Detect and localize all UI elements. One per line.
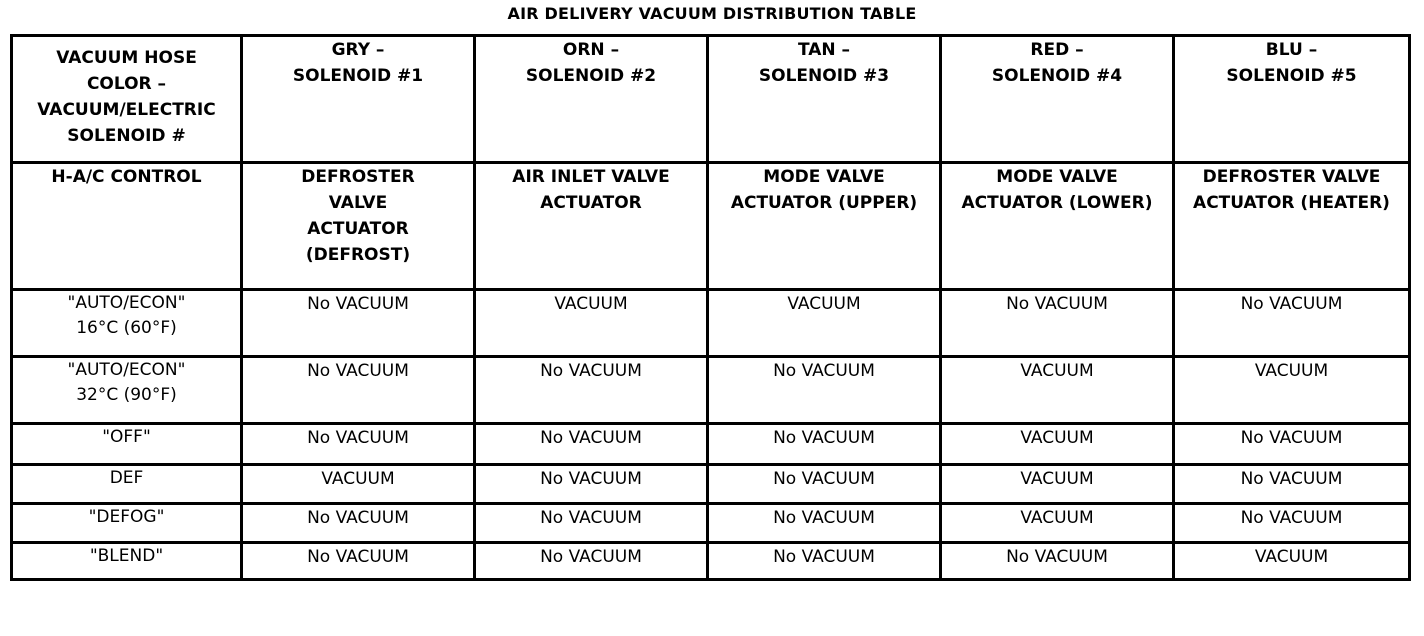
table-cell: No VACUUM: [242, 357, 475, 424]
table-cell: No VACUUM: [1174, 424, 1410, 465]
column-header-line: SOLENOID #1: [292, 66, 424, 86]
table-row: [12, 290, 1410, 357]
table-row: [12, 504, 1410, 543]
corner-header-line: VACUUM HOSE: [56, 48, 197, 68]
table-cell: No VACUUM: [1174, 504, 1410, 543]
control-cell-line: ACTUATOR: [540, 193, 642, 213]
table-cell: No VACUUM: [242, 543, 475, 580]
control-cell-line: DEFROSTER: [301, 167, 415, 187]
column-header-line: BLU –: [1265, 40, 1318, 60]
table-cell: VACUUM: [941, 357, 1174, 424]
table-cell: No VACUUM: [475, 357, 708, 424]
header-row: [12, 36, 1410, 163]
table-cell: No VACUUM: [708, 424, 941, 465]
vacuum-distribution-table: [10, 34, 1411, 581]
corner-header-line: COLOR –: [86, 74, 167, 94]
table-cell: VACUUM: [242, 465, 475, 504]
table-cell: No VACUUM: [1174, 465, 1410, 504]
table-cell: No VACUUM: [242, 504, 475, 543]
table-cell: No VACUUM: [708, 465, 941, 504]
table-row: [12, 465, 1410, 504]
table-cell: No VACUUM: [708, 504, 941, 543]
column-header-line: SOLENOID #5: [1226, 66, 1357, 86]
table-cell: VACUUM: [475, 290, 708, 357]
column-header-line: GRY –: [331, 40, 385, 60]
table-cell: No VACUUM: [941, 290, 1174, 357]
control-row-label: H-A/C CONTROL: [12, 163, 242, 290]
table-cell: No VACUUM: [941, 543, 1174, 580]
column-header-line: SOLENOID #4: [991, 66, 1123, 86]
corner-header-line: SOLENOID #: [67, 126, 186, 146]
row-label: [12, 290, 242, 357]
table-row: [12, 543, 1410, 580]
corner-header-cell: [12, 36, 242, 163]
row-label-line: 32°C (90°F): [76, 385, 177, 405]
column-header-red: [941, 36, 1174, 163]
table-row: [12, 424, 1410, 465]
column-header-line: SOLENOID #2: [525, 66, 657, 86]
table-cell: No VACUUM: [242, 290, 475, 357]
control-cell-line: VALVE: [328, 193, 388, 213]
control-cell-mode-upper: [708, 163, 941, 290]
row-label: "OFF": [12, 424, 242, 465]
row-label-line: "AUTO/ECON": [67, 360, 186, 380]
control-row: [12, 163, 1410, 290]
table-cell: No VACUUM: [242, 424, 475, 465]
row-label: [12, 357, 242, 424]
table-row: [12, 357, 1410, 424]
control-cell-line: AIR INLET VALVE: [512, 167, 670, 187]
table-cell: No VACUUM: [475, 543, 708, 580]
table-cell: VACUUM: [941, 504, 1174, 543]
table-cell: VACUUM: [1174, 543, 1410, 580]
column-header-gry: [242, 36, 475, 163]
column-header-blu: [1174, 36, 1410, 163]
row-label-line: 16°C (60°F): [76, 318, 177, 338]
table-cell: VACUUM: [941, 465, 1174, 504]
control-cell-line: DEFROSTER VALVE: [1202, 167, 1381, 187]
row-label: "DEFOG": [12, 504, 242, 543]
table-cell: No VACUUM: [475, 504, 708, 543]
row-label: DEF: [12, 465, 242, 504]
table-cell: VACUUM: [708, 290, 941, 357]
column-header-tan: [708, 36, 941, 163]
column-header-line: TAN –: [797, 40, 851, 60]
column-header-line: ORN –: [562, 40, 620, 60]
corner-header-line: VACUUM/ELECTRIC: [37, 100, 216, 120]
row-label: "BLEND": [12, 543, 242, 580]
control-cell-line: ACTUATOR: [307, 219, 409, 239]
table-cell: VACUUM: [941, 424, 1174, 465]
table-cell: No VACUUM: [708, 543, 941, 580]
table-cell: No VACUUM: [1174, 290, 1410, 357]
control-cell-line: ACTUATOR (UPPER): [730, 193, 918, 213]
column-header-orn: [475, 36, 708, 163]
table-cell: No VACUUM: [708, 357, 941, 424]
table-cell: VACUUM: [1174, 357, 1410, 424]
column-header-line: RED –: [1030, 40, 1084, 60]
control-cell-line: MODE VALVE: [996, 167, 1118, 187]
control-cell-air-inlet: [475, 163, 708, 290]
table-cell: No VACUUM: [475, 465, 708, 504]
control-cell-defroster-heater: [1174, 163, 1410, 290]
row-label-line: "AUTO/ECON": [67, 293, 186, 313]
control-cell-line: ACTUATOR (LOWER): [961, 193, 1153, 213]
control-cell-line: ACTUATOR (HEATER): [1193, 193, 1390, 213]
control-cell-line: MODE VALVE: [763, 167, 885, 187]
control-cell-defroster: [242, 163, 475, 290]
control-cell-mode-lower: [941, 163, 1174, 290]
column-header-line: SOLENOID #3: [758, 66, 890, 86]
table-cell: No VACUUM: [475, 424, 708, 465]
table-title: AIR DELIVERY VACUUM DISTRIBUTION TABLE: [507, 4, 917, 23]
control-cell-line: (DEFROST): [305, 245, 411, 265]
